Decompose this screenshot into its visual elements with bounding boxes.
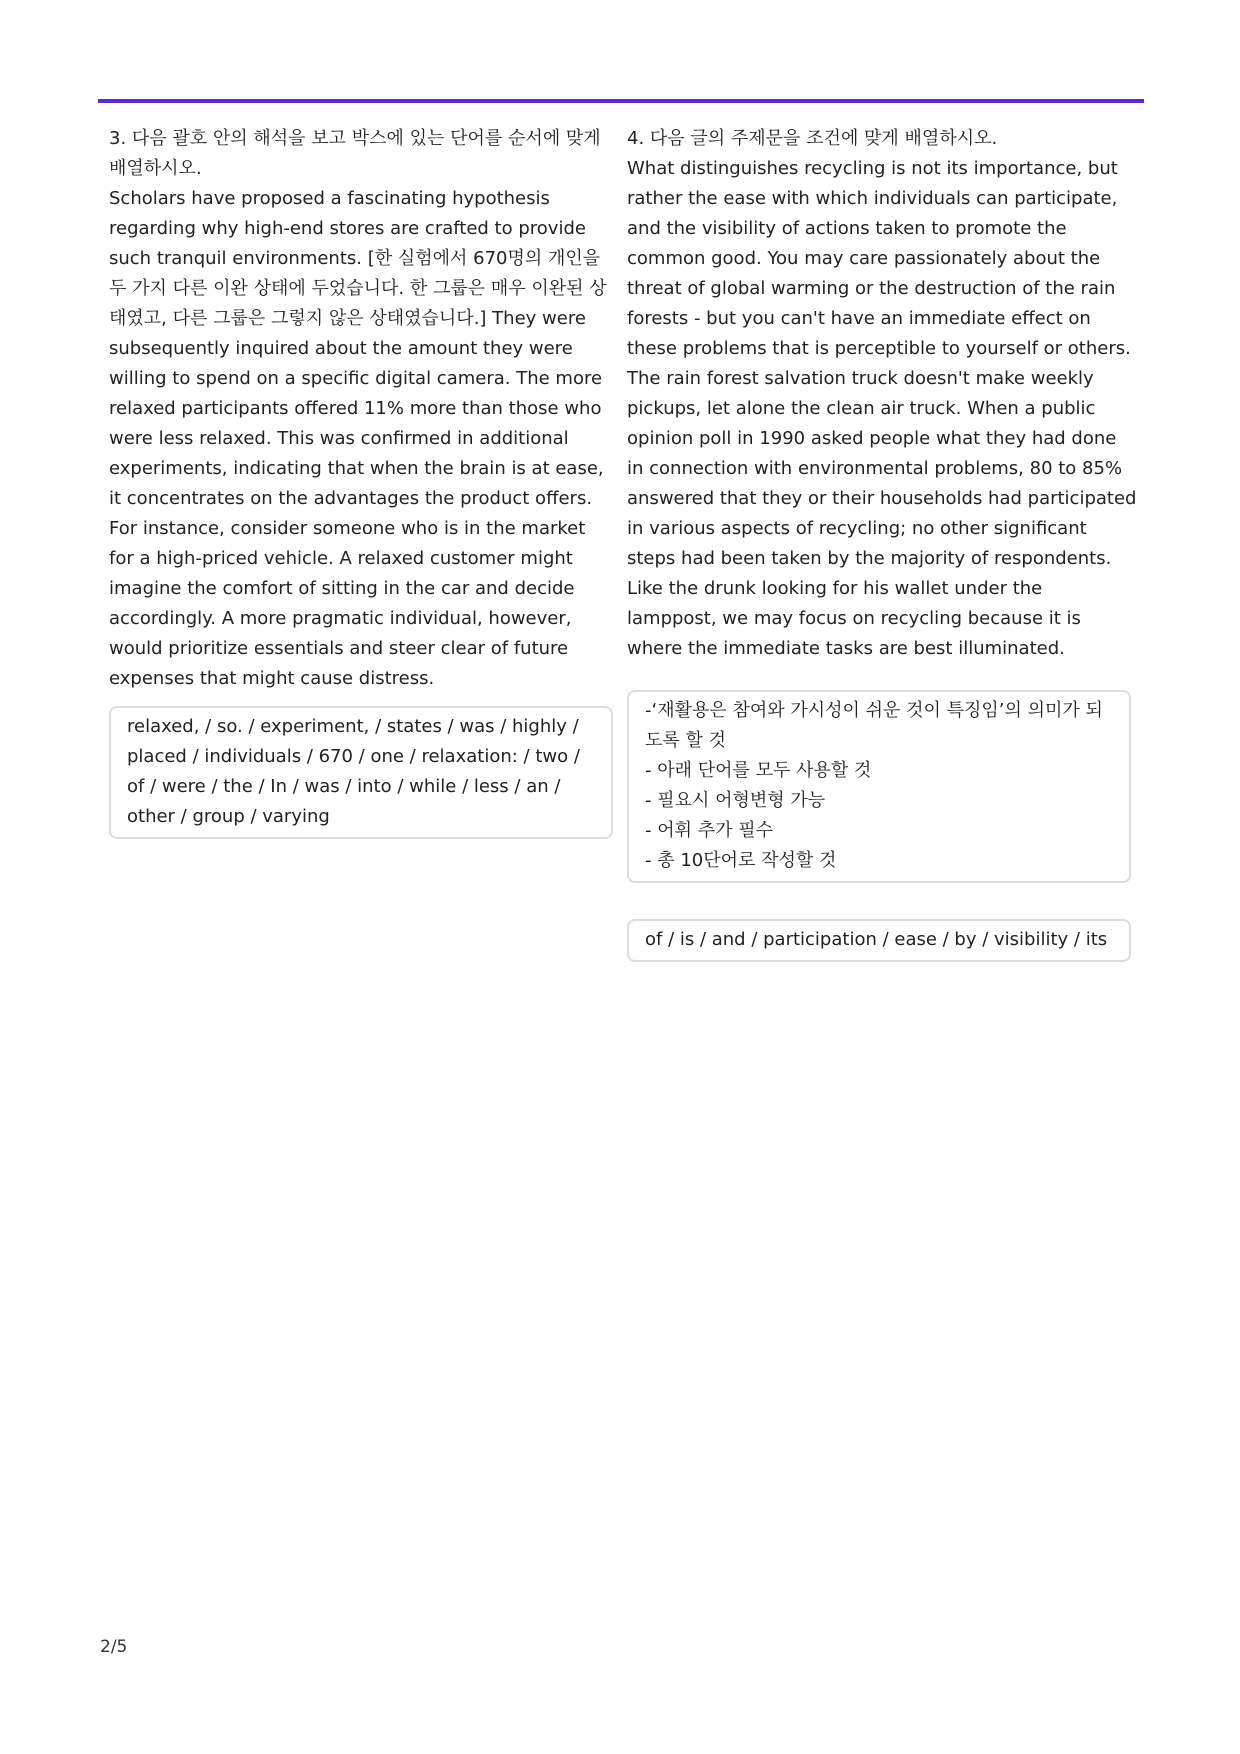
question-4-conditions-box (627, 690, 1131, 883)
condition-item: - 아래 단어를 모두 사용할 것 (645, 760, 872, 781)
question-4-title: 4. 다음 글의 주제문을 조건에 맞게 배열하시오. (627, 128, 998, 149)
question-3-passage: Scholars have proposed a fascinating hypothesis regarding why high-end stores are crafted to provide such tranquil environments. [한 실험에서 670명의 개인을 두 가지 다른 이완 상태에 두었습니다. 한 그룹은 매우 이완된 상태였고, 다른 그룹은 그렇지 않은 상태였습니다.] They were subsequently inquired about the amount they were willing to spend on a specific digital camera. The more relaxed participants offered 11% more than those who were less relaxed. This was confirmed in additional experiments, indicating that when the brain is at ease, it concentrates on the advantages the product offers. For instance, consider someone who is in the market for a high-priced vehicle. A relaxed customer might imagine the comfort of sitting in the car and decide accordingly. A more pragmatic individual, however, would prioritize essentials and steer clear of future expenses that might cause distress. (109, 188, 607, 689)
question-3-word-box (109, 706, 613, 839)
question-4-word-list: of / is / and / participation / ease / by / visibility / its (645, 929, 1108, 950)
condition-item: -‘재활용은 참여와 가시성이 쉬운 것이 특징임’의 의미가 되도록 할 것 (645, 700, 1103, 751)
question-4-passage: What distinguishes recycling is not its importance, but rather the ease with which individuals can participate, and the visibility of actions taken to promote the common good. You may care passionately about the threat of global warming or the destruction of the rain forests - but you can't have an immediate effect on these problems that is perceptible to yourself or others. The rain forest salvation truck doesn't make weekly pickups, let alone the clean air truck. When a public opinion poll in 1990 asked people what they had done in connection with environmental problems, 80 to 85% answered that they or their households had participated in various aspects of recycling; no other significant steps had been taken by the majority of respondents. Like the drunk looking for his wallet under the lamppost, we may focus on recycling because it is where the immediate tasks are best illuminated. (627, 158, 1137, 659)
question-3-title: 3. 다음 괄호 안의 해석을 보고 박스에 있는 단어를 순서에 맞게 배열하시오. (109, 128, 601, 179)
question-3-word-list: relaxed, / so. / experiment, / states / was / highly / placed / individuals / 670 / one / relaxation: / two / of / were / the / In / was / into / while / less / an / other / group / varying (127, 716, 580, 827)
condition-item: - 총 10단어로 작성할 것 (645, 850, 837, 871)
header-rule (98, 99, 1144, 103)
condition-item: - 필요시 어형변형 가능 (645, 790, 826, 811)
question-4 (627, 124, 1137, 962)
question-4-word-box (627, 919, 1131, 962)
page-number: 2/5 (100, 1637, 128, 1657)
question-3 (109, 124, 611, 839)
condition-item: - 어휘 추가 필수 (645, 820, 773, 841)
